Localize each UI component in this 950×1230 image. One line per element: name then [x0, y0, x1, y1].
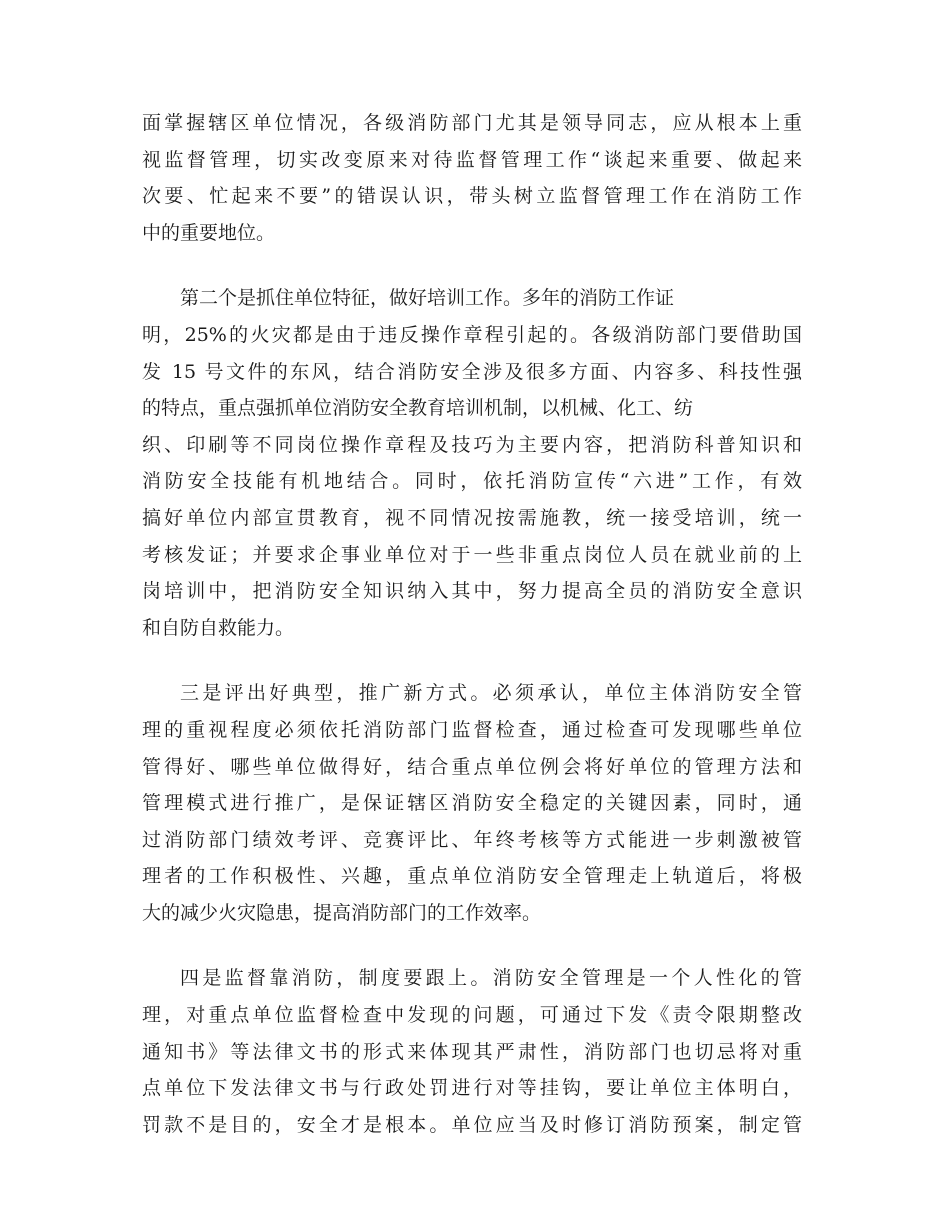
text-line: 岗培训中，把消防安全知识纳入其中，努力提高全员的消防安全意识: [142, 580, 802, 603]
text-line: 消防安全技能有机地结合。同时，依托消防宣传“六进”工作，有效: [142, 470, 802, 493]
text-line: 和自防自救能力。: [142, 616, 295, 639]
text-line: 理的重视程度必须依托消防部门监督检查，通过检查可发现哪些单位: [142, 718, 802, 741]
text-line: 面掌握辖区单位情况，各级消防部门尤其是领导同志，应从根本上重: [142, 112, 802, 134]
text-line: 管得好、哪些单位做得好，结合重点单位例会将好单位的管理方法和: [142, 755, 802, 778]
text-line: 第二个是抓住单位特征，做好培训工作。多年的消防工作证: [180, 287, 675, 310]
paragraph-3: [142, 675, 802, 931]
text-line: 罚款不是目的，安全才是根本。单位应当及时修订消防预案，制定管: [142, 1113, 802, 1136]
paragraph-2: [142, 280, 802, 646]
text-line: 管理模式进行推广，是保证辖区消防安全稳定的关键因素，同时，通: [142, 792, 802, 815]
text-line: 四是监督靠消防，制度要跟上。消防安全管理是一个人性化的管: [180, 967, 802, 990]
text-line: 次要、忙起来不要”的错误认识，带头树立监督管理工作在消防工作: [142, 185, 802, 208]
text-line: 理者的工作积极性、兴趣，重点单位消防安全管理走上轨道后，将极: [142, 865, 802, 888]
text-line: 三是评出好典型，推广新方式。必须承认，单位主体消防安全管: [180, 682, 802, 705]
text-line: 考核发证；并要求企事业单位对于一些非重点岗位人员在就业前的上: [142, 543, 802, 566]
text-line: 发 15 号文件的东风，结合消防安全涉及很多方面、内容多、科技性强: [142, 360, 802, 383]
text-line: 的特点，重点强抓单位消防安全教育培训机制，以机械、化工、纺: [142, 397, 694, 420]
text-line: 大的减少火灾隐患，提高消防部门的工作效率。: [142, 901, 542, 924]
paragraph-4: [142, 960, 802, 1143]
text-line: 理，对重点单位监督检查中发现的问题，可通过下发《责令限期整改: [142, 1004, 802, 1027]
text-line: 视监督管理，切实改变原来对待监督管理工作“谈起来重要、做起来: [142, 148, 802, 171]
text-line: 通知书》等法律文书的形式来体现其严肃性，消防部门也切忌将对重: [142, 1040, 802, 1063]
text-line: 搞好单位内部宣贯教育，视不同情况按需施教，统一接受培训，统一: [142, 506, 802, 529]
paragraph-1: [142, 105, 802, 251]
text-line: 明，25%的火灾都是由于违反操作章程引起的。各级消防部门要借助国: [142, 323, 802, 346]
text-line: 织、印刷等不同岗位操作章程及技巧为主要内容，把消防科普知识和: [142, 433, 802, 456]
text-line: 点单位下发法律文书与行政处罚进行对等挂钩，要让单位主体明白，: [142, 1077, 802, 1100]
text-line: 中的重要地位。: [142, 221, 276, 244]
document-body: [142, 105, 802, 1143]
text-line: 过消防部门绩效考评、竞赛评比、年终考核等方式能进一步刺激被管: [142, 828, 802, 851]
